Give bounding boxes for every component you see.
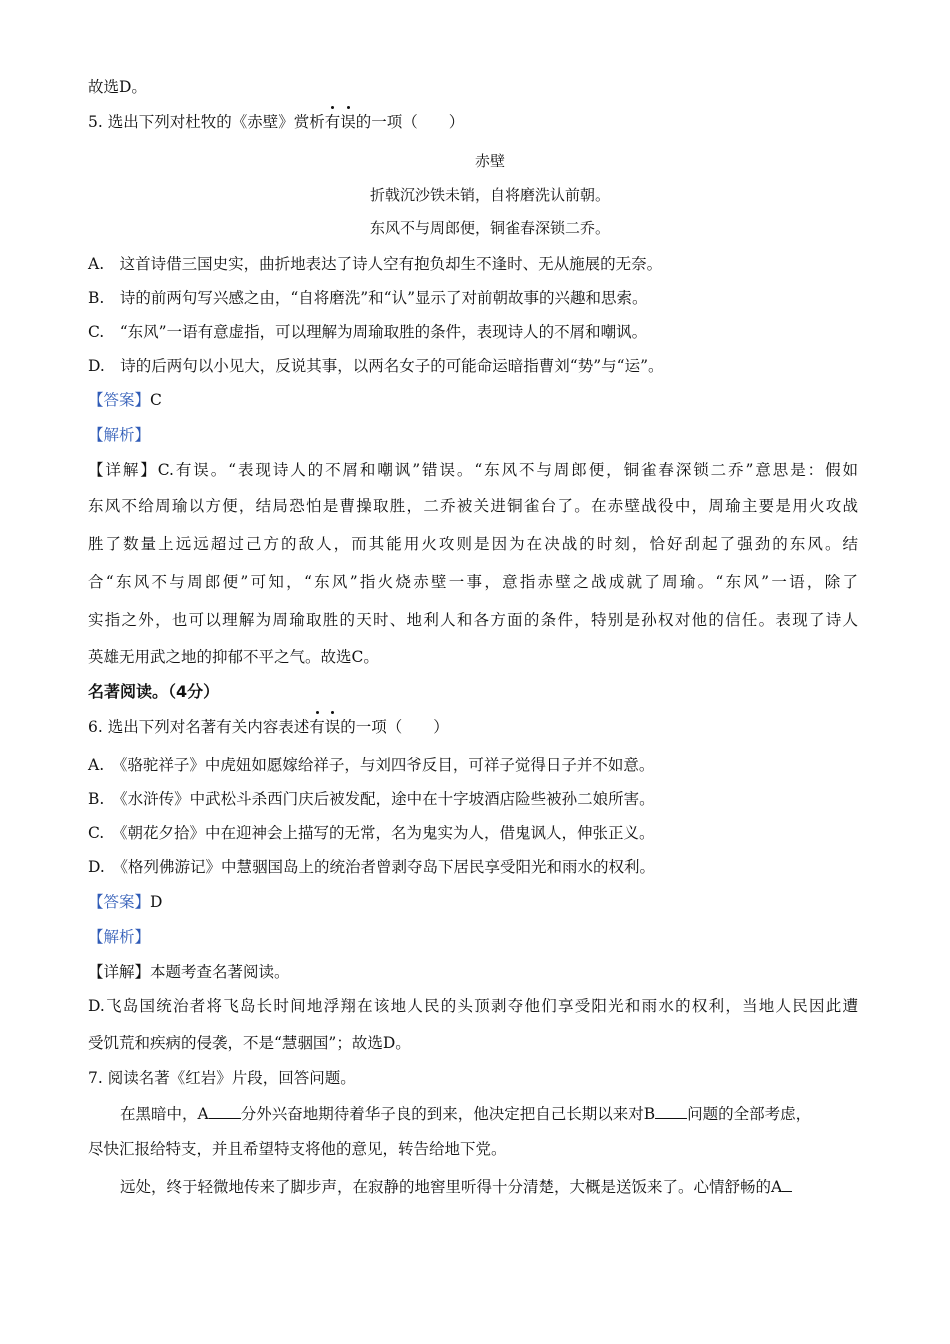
q6-detail-line-3: 受饥荒和疾病的侵袭，不是“慧骃国”；故选D。 xyxy=(88,1034,411,1052)
q6-option-c: C. 《朝花夕拾》中在迎神会上描写的无常，名为鬼实为人，借鬼讽人，伸张正义。 xyxy=(88,824,655,842)
q7-stem: 7. 阅读名著《红岩》片段，回答问题。 xyxy=(88,1069,356,1087)
q5-detail-line-5: 实指之外，也可以理解为周瑜取胜的天时、地利人和各方面的条件，特别是孙权对他的信任。表现了诗人 xyxy=(88,611,858,629)
poem-line-2: 东风不与周郎便，铜雀春深锁二乔。 xyxy=(369,219,610,237)
q5-answer-value: C xyxy=(150,391,162,409)
q6-option-a: A. 《骆驼祥子》中虎妞如愿嫁给祥子，与刘四爷反目，可祥子觉得日子并不如意。 xyxy=(88,756,655,774)
q5-answer xyxy=(88,390,162,410)
q6-stem-before: 6. 选出下列对名著有关内容表述 xyxy=(88,718,310,736)
q6-emphasis-char-1: 有 xyxy=(309,718,325,736)
q5-option-a: A. 这首诗借三国史实，曲折地表达了诗人空有抱负却生不逢时、无从施展的无奈。 xyxy=(88,255,663,273)
q5-emphasis-char-2: 误 xyxy=(340,113,356,131)
q5-emphasis-char-1: 有 xyxy=(324,113,341,131)
q5-detail-line-1: 【详解】C.有误。“表现诗人的不屑和嘲讽”错误。“东风不与周郎便，铜雀春深锁二乔”意思是：假如 xyxy=(88,461,858,479)
q6-detail-line-1: 【详解】本题考查名著阅读。 xyxy=(88,963,290,981)
q5-option-b: B. 诗的前两句写兴感之由，“自将磨洗”和“认”显示了对前朝故事的兴趣和思索。 xyxy=(88,289,648,307)
q5-detail-line-3: 胜了数量上远远超过己方的敌人，而其能用火攻则是因为在决战的时刻，恰好刮起了强劲的东风。结 xyxy=(88,535,858,553)
q7-passage-line-2: 尽快汇报给特支，并且希望特支将他的意见，转告给地下党。 xyxy=(88,1140,507,1158)
q5-stem-before: 5. 选出下列对杜牧的《赤壁》赏析 xyxy=(88,113,325,131)
q7-passage-part-a: 在黑暗中，A xyxy=(120,1105,209,1123)
q6-option-b: B. 《水浒传》中武松斗杀西门庆后被发配，途中在十字坡酒店险些被孙二娘所害。 xyxy=(88,790,655,808)
q6-stem-after: 的一项（ ） xyxy=(340,718,449,736)
q5-detail-line-6: 英雄无用武之地的抑郁不平之气。故选C。 xyxy=(88,648,379,666)
q7-passage-part-c: 问题的全部考虑， xyxy=(687,1105,812,1123)
section-heading: 名著阅读。（4分） xyxy=(88,682,220,701)
q5-answer-tag: 【答案】 xyxy=(88,391,151,409)
q5-stem xyxy=(88,112,464,132)
q6-option-d: D. 《格列佛游记》中慧骃国岛上的统治者曾剥夺岛下居民享受阳光和雨水的权利。 xyxy=(88,858,656,876)
blank-a xyxy=(209,1104,241,1119)
poem-title: 赤壁 xyxy=(474,152,505,170)
q6-stem xyxy=(88,717,449,737)
q7-passage-part-b: 分外兴奋地期待着华子良的到来，他决定把自己长期以来对B xyxy=(240,1105,656,1123)
q5-option-d: D. 诗的后两句以小见大，反说其事，以两名女子的可能命运暗指曹刘“势”与“运”。 xyxy=(88,357,664,375)
blank-b xyxy=(655,1104,687,1119)
q5-option-c: C. “东风”一语有意虚指，可以理解为周瑜取胜的条件，表现诗人的不屑和嘲讽。 xyxy=(88,323,648,341)
q6-analysis-tag: 【解析】 xyxy=(88,928,151,946)
q6-detail-line-2: D.飞岛国统治者将飞岛长时间地浮翔在该地人民的头顶剥夺他们享受阳光和雨水的权利，当地人民因此遭 xyxy=(88,997,858,1015)
q7-passage-line-1 xyxy=(88,1104,811,1124)
q5-analysis-tag: 【解析】 xyxy=(88,426,151,444)
q5-detail-line-4: 合“东风不与周郎便”可知，“东风”指火烧赤壁一事，意指赤壁之战成就了周瑜。“东风”一语，除了 xyxy=(88,573,858,591)
q5-stem-after: 的一项（ ） xyxy=(355,113,465,131)
blank-a-2 xyxy=(782,1177,792,1192)
q6-answer-value: D xyxy=(150,893,163,911)
q6-emphasis-char-2: 误 xyxy=(324,718,341,736)
q6-answer-tag: 【答案】 xyxy=(88,893,151,911)
previous-conclusion: 故选D。 xyxy=(88,78,147,96)
poem-line-1: 折戟沉沙铁未销，自将磨洗认前朝。 xyxy=(369,186,610,204)
q7-passage-line-3 xyxy=(88,1177,792,1197)
q7-passage-para2: 远处，终于轻微地传来了脚步声，在寂静的地窖里听得十分清楚，大概是送饭来了。心情舒畅的A xyxy=(120,1178,783,1196)
q5-detail-line-2: 东风不给周瑜以方便，结局恐怕是曹操取胜，二乔被关进铜雀台了。在赤壁战役中，周瑜主要是用火攻战 xyxy=(88,497,858,515)
q6-answer xyxy=(88,892,162,912)
